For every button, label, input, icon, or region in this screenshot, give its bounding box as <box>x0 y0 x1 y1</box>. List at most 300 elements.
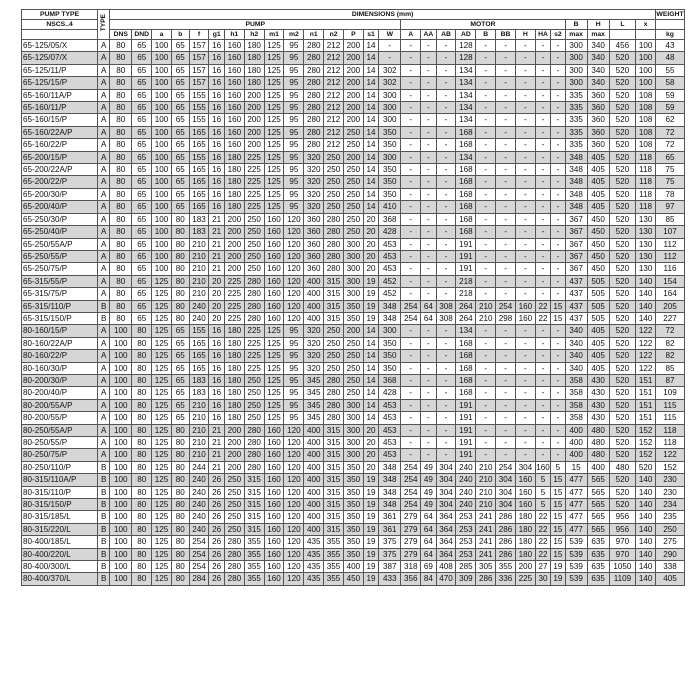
value-cell: 212 <box>324 52 344 64</box>
value-cell: 565 <box>587 474 609 486</box>
value-cell: 250 <box>224 523 244 535</box>
value-cell: 367 <box>565 263 587 275</box>
value-cell: 100 <box>636 77 656 89</box>
value-cell: 348 <box>565 188 587 200</box>
value-cell: 125 <box>264 188 284 200</box>
value-cell: 14 <box>363 102 378 114</box>
value-cell: 400 <box>565 449 587 461</box>
value-cell: 315 <box>324 511 344 523</box>
value-cell: 64 <box>421 312 436 324</box>
table-row <box>22 325 685 337</box>
value-cell: 191 <box>456 412 476 424</box>
value-cell: 453 <box>379 424 401 436</box>
l-header: L <box>609 20 635 30</box>
value-cell: - <box>421 437 436 449</box>
value-cell: 100 <box>152 89 172 101</box>
value-cell: 65 <box>132 275 152 287</box>
value-cell: 400 <box>565 437 587 449</box>
value-cell: 250 <box>224 474 244 486</box>
value-cell: - <box>421 40 436 52</box>
value-cell: 250 <box>343 213 363 225</box>
value-cell: 286 <box>496 523 516 535</box>
value-cell: 157 <box>189 77 209 89</box>
value-cell: 95 <box>284 139 304 151</box>
value-cell: 100 <box>110 449 132 461</box>
value-cell: 180 <box>224 412 244 424</box>
value-cell: 358 <box>565 412 587 424</box>
value-cell: 180 <box>224 164 244 176</box>
value-cell: 400 <box>304 511 324 523</box>
col-header-19: B <box>476 30 496 40</box>
value-cell: 155 <box>189 325 209 337</box>
value-cell: 160 <box>536 462 550 472</box>
value-cell: 210 <box>189 412 209 424</box>
value-cell: 112 <box>656 250 685 262</box>
table-row <box>22 461 685 473</box>
col-header-9: m2 <box>284 30 304 40</box>
value-cell: 520 <box>609 89 635 101</box>
value-cell: 65 <box>171 114 189 126</box>
value-cell: 80 <box>132 362 152 374</box>
value-cell: 65 <box>656 151 685 163</box>
value-cell: - <box>401 52 421 64</box>
value-cell: 435 <box>304 561 324 573</box>
value-cell: 19 <box>363 288 378 300</box>
value-cell: 120 <box>284 312 304 324</box>
value-cell: 134 <box>456 102 476 114</box>
value-cell: - <box>476 213 496 225</box>
value-cell: 200 <box>244 126 264 138</box>
value-cell: - <box>401 176 421 188</box>
table-row <box>22 114 685 126</box>
table-row <box>22 275 685 287</box>
value-cell: 280 <box>244 449 264 461</box>
value-cell: 340 <box>565 325 587 337</box>
value-cell: 335 <box>565 114 587 126</box>
value-cell: 165 <box>189 337 209 349</box>
value-cell: - <box>496 288 516 300</box>
value-cell: - <box>476 201 496 213</box>
value-cell: - <box>515 102 535 114</box>
value-cell: 250 <box>324 201 344 213</box>
value-cell: 16 <box>209 399 224 411</box>
value-cell: 65 <box>171 350 189 362</box>
value-cell: 250 <box>324 176 344 188</box>
value-cell: - <box>551 250 565 262</box>
value-cell: 134 <box>456 325 476 337</box>
value-cell: 16 <box>209 350 224 362</box>
value-cell: 320 <box>304 188 324 200</box>
table-row <box>22 337 685 349</box>
value-cell: - <box>515 201 535 213</box>
value-cell: 345 <box>304 387 324 399</box>
value-cell: 62 <box>656 114 685 126</box>
value-cell: 280 <box>324 387 344 399</box>
value-cell: 16 <box>209 188 224 200</box>
value-cell: 250 <box>244 399 264 411</box>
dimensions-header: DIMENSIONS (mm) <box>110 10 656 20</box>
value-cell: 350 <box>379 164 401 176</box>
value-cell: 210 <box>189 263 209 275</box>
value-cell: 65 <box>132 250 152 262</box>
value-cell: 16 <box>209 412 224 424</box>
value-cell: - <box>515 40 535 52</box>
value-cell: 120 <box>284 536 304 548</box>
value-cell: 254 <box>401 312 421 324</box>
value-cell: 20 <box>209 288 224 300</box>
value-cell: 95 <box>284 89 304 101</box>
value-cell: 140 <box>636 486 656 498</box>
value-cell: 155 <box>189 114 209 126</box>
value-cell: 100 <box>110 424 132 436</box>
value-cell: 200 <box>224 250 244 262</box>
value-cell: 300 <box>343 412 363 424</box>
value-cell: 367 <box>565 238 587 250</box>
value-cell: - <box>535 412 550 424</box>
value-cell: 335 <box>565 139 587 151</box>
value-cell: 180 <box>224 387 244 399</box>
value-cell: 120 <box>284 275 304 287</box>
value-cell: 400 <box>304 312 324 324</box>
value-cell: 225 <box>224 275 244 287</box>
value-cell: - <box>476 64 496 76</box>
value-cell: - <box>496 275 516 287</box>
value-cell: 115 <box>656 412 685 424</box>
value-cell: 155 <box>189 102 209 114</box>
value-cell: 350 <box>379 362 401 374</box>
value-cell: 80 <box>132 374 152 386</box>
value-cell: 505 <box>587 275 609 287</box>
value-cell: 168 <box>456 139 476 151</box>
value-cell: 212 <box>324 64 344 76</box>
value-cell: 140 <box>636 573 656 585</box>
value-cell: 165 <box>189 201 209 213</box>
value-cell: - <box>515 139 535 151</box>
value-cell: 368 <box>379 213 401 225</box>
value-cell: 350 <box>343 511 363 523</box>
value-cell: - <box>515 399 535 411</box>
value-cell: 355 <box>244 561 264 573</box>
value-cell: 355 <box>496 561 516 573</box>
value-cell: 19 <box>363 561 378 573</box>
value-cell: 100 <box>636 40 656 52</box>
value-cell: - <box>421 151 436 163</box>
type-cell: A <box>98 89 110 101</box>
value-cell: - <box>401 40 421 52</box>
value-cell: 14 <box>363 89 378 101</box>
value-cell: - <box>401 126 421 138</box>
value-cell: 165 <box>189 176 209 188</box>
value-cell: 100 <box>152 226 172 238</box>
value-cell: 348 <box>379 461 401 473</box>
value-cell: 14 <box>363 188 378 200</box>
value-cell: 14 <box>363 399 378 411</box>
value-cell: 125 <box>264 64 284 76</box>
value-cell: 118 <box>656 424 685 436</box>
value-cell: 300 <box>565 64 587 76</box>
value-cell: - <box>496 387 516 399</box>
value-cell: 26 <box>209 511 224 523</box>
value-cell: 300 <box>343 449 363 461</box>
model-cell: 80-250/110/P <box>22 461 98 473</box>
value-cell: 200 <box>343 52 363 64</box>
value-cell: - <box>436 263 456 275</box>
value-cell: 400 <box>304 461 324 473</box>
value-cell: 405 <box>587 350 609 362</box>
value-cell: - <box>496 139 516 151</box>
value-cell: 183 <box>189 387 209 399</box>
value-cell: - <box>551 77 565 89</box>
value-cell: 80 <box>132 486 152 498</box>
type-cell: A <box>98 77 110 89</box>
value-cell: 125 <box>152 312 172 324</box>
value-cell: 340 <box>587 40 609 52</box>
value-cell: 286 <box>496 536 516 548</box>
value-cell: 340 <box>565 337 587 349</box>
value-cell: 125 <box>152 573 172 585</box>
value-cell: 14 <box>363 77 378 89</box>
value-cell: 160 <box>264 523 284 535</box>
value-cell: - <box>515 226 535 238</box>
value-cell: 200 <box>244 89 264 101</box>
value-cell: 210 <box>189 288 209 300</box>
value-cell: - <box>515 52 535 64</box>
value-cell: - <box>401 424 421 436</box>
value-cell: 212 <box>324 139 344 151</box>
value-cell: 280 <box>324 263 344 275</box>
type-cell: B <box>98 486 110 498</box>
value-cell: 160 <box>264 449 284 461</box>
value-cell: 191 <box>456 238 476 250</box>
value-cell: 210 <box>476 461 496 473</box>
value-cell: 80 <box>171 424 189 436</box>
value-cell: - <box>551 275 565 287</box>
value-cell: 80 <box>110 151 132 163</box>
value-cell: 80 <box>110 89 132 101</box>
value-cell: 160 <box>264 536 284 548</box>
value-cell: 520 <box>609 263 635 275</box>
value-cell: 95 <box>284 102 304 114</box>
value-cell: 304 <box>436 499 456 511</box>
value-cell: 180 <box>224 374 244 386</box>
model-cell: 65-200/22/P <box>22 176 98 188</box>
value-cell: 118 <box>636 151 656 163</box>
value-cell: 453 <box>379 399 401 411</box>
value-cell: 191 <box>456 250 476 262</box>
value-cell: 300 <box>343 275 363 287</box>
value-cell: - <box>535 151 550 163</box>
value-cell: - <box>535 52 550 64</box>
value-cell: 430 <box>587 412 609 424</box>
type-cell: B <box>98 312 110 324</box>
value-cell: 16 <box>209 114 224 126</box>
value-cell: - <box>515 412 535 424</box>
type-cell: A <box>98 238 110 250</box>
value-cell: 315 <box>324 461 344 473</box>
value-cell: 160 <box>224 64 244 76</box>
value-cell: 200 <box>224 263 244 275</box>
value-cell: 95 <box>284 325 304 337</box>
model-cell: 65-160/11/P <box>22 102 98 114</box>
value-cell: 253 <box>456 548 476 560</box>
value-cell: 250 <box>324 350 344 362</box>
value-cell: 520 <box>609 164 635 176</box>
value-cell: 279 <box>401 536 421 548</box>
value-cell: 400 <box>343 561 363 573</box>
value-cell: - <box>436 226 456 238</box>
value-cell: 470 <box>436 573 456 585</box>
value-cell: 400 <box>587 461 609 473</box>
value-cell: 180 <box>224 337 244 349</box>
value-cell: 125 <box>152 474 172 486</box>
value-cell: 80 <box>171 263 189 275</box>
value-cell: - <box>515 114 535 126</box>
value-cell: - <box>515 89 535 101</box>
model-cell: 65-125/11/P <box>22 64 98 76</box>
value-cell: 100 <box>152 238 172 250</box>
value-cell: 125 <box>264 201 284 213</box>
value-cell: 227 <box>656 312 685 324</box>
value-cell: 367 <box>565 250 587 262</box>
value-cell: 200 <box>343 89 363 101</box>
value-cell: 140 <box>636 312 656 324</box>
value-cell: 65 <box>132 300 152 312</box>
value-cell: 453 <box>379 238 401 250</box>
value-cell: 280 <box>324 238 344 250</box>
value-cell: 100 <box>152 176 172 188</box>
value-cell: 48 <box>656 52 685 64</box>
value-cell: 200 <box>343 102 363 114</box>
value-cell: 367 <box>565 226 587 238</box>
value-cell: 234 <box>656 499 685 511</box>
value-cell: 87 <box>656 374 685 386</box>
value-cell: 80 <box>171 486 189 498</box>
value-cell: 360 <box>304 213 324 225</box>
value-cell: 16 <box>209 176 224 188</box>
value-cell: - <box>535 139 550 151</box>
value-cell: 72 <box>656 126 685 138</box>
value-cell: 100 <box>110 437 132 449</box>
value-cell: 120 <box>284 548 304 560</box>
value-cell: 16 <box>209 151 224 163</box>
value-cell: 14 <box>363 337 378 349</box>
value-cell: 340 <box>565 362 587 374</box>
value-cell: 168 <box>456 337 476 349</box>
value-cell: 19 <box>363 523 378 535</box>
type-cell: B <box>98 536 110 548</box>
model-cell: 80-200/40/P <box>22 387 98 399</box>
value-cell: 160 <box>264 226 284 238</box>
value-cell: - <box>535 102 550 114</box>
value-cell: - <box>551 399 565 411</box>
value-cell: - <box>496 437 516 449</box>
value-cell: 520 <box>609 486 635 498</box>
value-cell: 15 <box>551 486 565 498</box>
value-cell: 140 <box>636 288 656 300</box>
value-cell: 180 <box>244 40 264 52</box>
value-cell: 100 <box>110 399 132 411</box>
type-cell: A <box>98 213 110 225</box>
value-cell: - <box>551 151 565 163</box>
value-cell: 250 <box>343 188 363 200</box>
value-cell: 16 <box>209 201 224 213</box>
value-cell: - <box>476 164 496 176</box>
value-cell: 140 <box>636 474 656 486</box>
value-cell: 212 <box>324 102 344 114</box>
value-cell: - <box>436 449 456 461</box>
value-cell: 200 <box>343 40 363 52</box>
value-cell: 168 <box>456 374 476 386</box>
value-cell: 160 <box>515 499 535 511</box>
value-cell: 437 <box>565 275 587 287</box>
value-cell: 85 <box>656 362 685 374</box>
value-cell: 364 <box>436 523 456 535</box>
value-cell: 80 <box>110 312 132 324</box>
value-cell: - <box>421 89 436 101</box>
value-cell: - <box>551 64 565 76</box>
value-cell: - <box>515 238 535 250</box>
value-cell: 78 <box>656 188 685 200</box>
value-cell: 160 <box>224 139 244 151</box>
value-cell: - <box>421 424 436 436</box>
table-row <box>22 511 685 523</box>
model-cell: 65-315/110/P <box>22 300 98 312</box>
value-cell: 22 <box>535 511 550 523</box>
value-cell: - <box>496 201 516 213</box>
value-cell: 375 <box>379 548 401 560</box>
value-cell: 180 <box>224 201 244 213</box>
value-cell: 360 <box>304 250 324 262</box>
weight-spacer <box>656 20 685 30</box>
value-cell: 450 <box>587 250 609 262</box>
value-cell: 520 <box>609 474 635 486</box>
value-cell: 168 <box>456 176 476 188</box>
value-cell: 635 <box>587 573 609 585</box>
value-cell: - <box>476 374 496 386</box>
value-cell: 520 <box>609 387 635 399</box>
value-cell: 250 <box>343 176 363 188</box>
value-cell: 26 <box>209 573 224 585</box>
value-cell: - <box>535 201 550 213</box>
value-cell: 400 <box>304 486 324 498</box>
value-cell: 14 <box>363 325 378 337</box>
value-cell: 134 <box>456 151 476 163</box>
value-cell: 65 <box>171 102 189 114</box>
value-cell: 168 <box>456 226 476 238</box>
value-cell: 302 <box>379 77 401 89</box>
model-cell: 65-160/15/P <box>22 114 98 126</box>
value-cell: - <box>496 374 516 386</box>
value-cell: 387 <box>379 561 401 573</box>
value-cell: 165 <box>189 164 209 176</box>
value-cell: 520 <box>609 52 635 64</box>
value-cell: 225 <box>224 300 244 312</box>
value-cell: 280 <box>304 64 324 76</box>
value-cell: 250 <box>244 238 264 250</box>
model-cell: 65-200/22A/P <box>22 164 98 176</box>
value-cell: 80 <box>132 511 152 523</box>
value-cell: 304 <box>436 461 456 473</box>
value-cell: 300 <box>379 325 401 337</box>
value-cell: - <box>401 226 421 238</box>
value-cell: 302 <box>379 64 401 76</box>
value-cell: 19 <box>363 300 378 312</box>
value-cell: 320 <box>304 151 324 163</box>
value-cell: 80 <box>132 536 152 548</box>
value-cell: 300 <box>379 151 401 163</box>
type-cell: A <box>98 201 110 213</box>
value-cell: 520 <box>609 499 635 511</box>
